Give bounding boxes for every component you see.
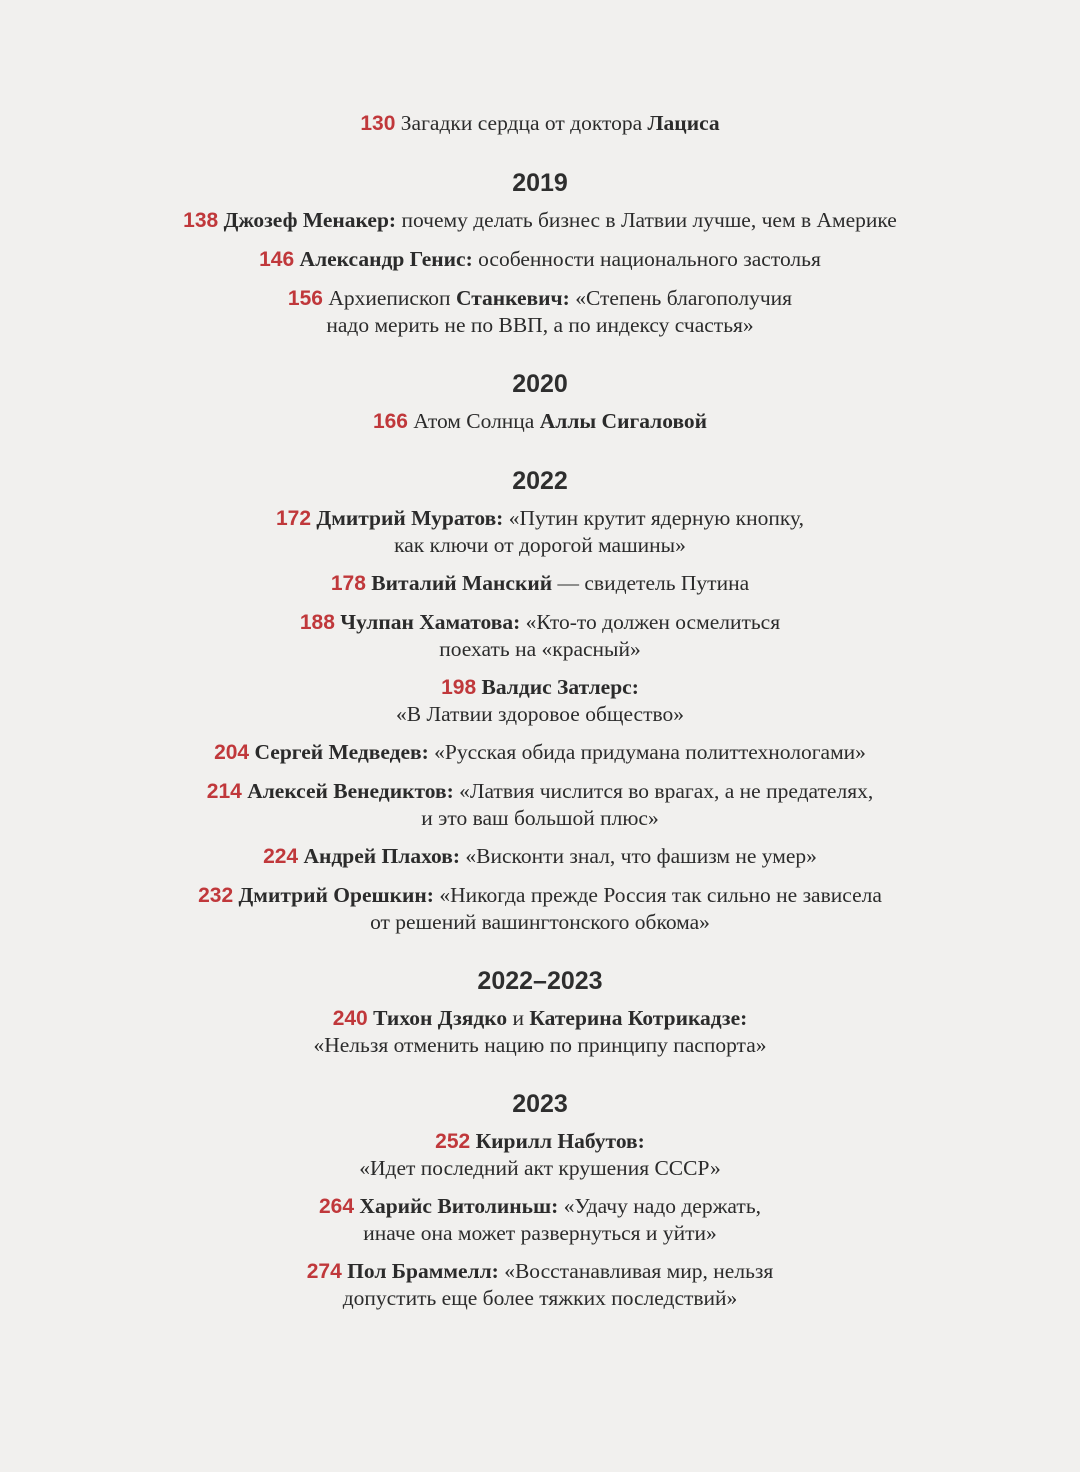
entry-line: [0, 532, 1080, 558]
entry-text: и это ваш большой плюс»: [421, 806, 659, 830]
entry-name: Харийс Витолиньш:: [359, 1194, 559, 1218]
toc-entry[interactable]: [0, 207, 1080, 234]
table-of-contents: [0, 110, 1080, 1323]
page-number: 214: [206, 780, 242, 803]
entry-name: Катерина Котрикадзе:: [529, 1006, 748, 1030]
entry-text: от решений вашингтонского обкома»: [370, 910, 710, 934]
entry-name: Валдис Затлерс:: [481, 675, 639, 699]
toc-entry[interactable]: [0, 739, 1080, 766]
entry-line: [0, 505, 1080, 532]
entry-text: допустить еще более тяжких последствий»: [342, 1286, 738, 1310]
entry-text: «Восстанавливая мир, нельзя: [498, 1259, 774, 1283]
entry-name: Алексей Венедиктов:: [247, 779, 454, 803]
entry-text: «В Латвии здоровое общество»: [396, 702, 684, 726]
entry-line: [0, 110, 1080, 137]
toc-entry[interactable]: [0, 674, 1080, 727]
section-year-heading: 2022: [512, 467, 568, 495]
entry-text: «Нельзя отменить нацию по принципу паспорта»: [313, 1033, 767, 1057]
entry-text: «Путин крутит ядерную кнопку,: [503, 506, 804, 530]
entry-line: [0, 1220, 1080, 1246]
entry-line: [0, 285, 1080, 312]
entry-text: Атом Солнца: [413, 409, 540, 433]
entry-line: [0, 609, 1080, 636]
section-year-heading: 2023: [512, 1090, 568, 1118]
entry-name: Пол Браммелл:: [347, 1259, 499, 1283]
toc-entry[interactable]: [0, 408, 1080, 435]
entry-line: [0, 909, 1080, 935]
entry-name: Сергей Медведев:: [254, 740, 429, 764]
entry-line: [0, 739, 1080, 766]
entry-name: Лациса: [647, 111, 720, 135]
page-number: 130: [360, 112, 396, 135]
page-number: 240: [332, 1007, 368, 1030]
entry-name: Чулпан Хаматова:: [340, 610, 521, 634]
page-number: 156: [287, 287, 323, 310]
toc-entry[interactable]: [0, 110, 1080, 137]
page-number: 274: [306, 1260, 342, 1283]
entry-line: [0, 778, 1080, 805]
toc-entry[interactable]: [0, 246, 1080, 273]
toc-entry[interactable]: [0, 843, 1080, 870]
entry-line: [0, 1193, 1080, 1220]
entry-text: поехать на «красный»: [439, 637, 641, 661]
entry-text: «Русская обида придумана политтехнологами»: [428, 740, 866, 764]
page-number: 138: [183, 209, 219, 232]
entry-text: Архиепископ: [328, 286, 456, 310]
entry-text: особенности национального застолья: [472, 247, 821, 271]
toc-entry[interactable]: [0, 609, 1080, 662]
toc-section: [0, 167, 1080, 338]
entry-text: «Идет последний акт крушения СССР»: [359, 1156, 721, 1180]
toc-section: [0, 1088, 1080, 1311]
entry-text: и: [507, 1006, 530, 1030]
entry-name: Дмитрий Орешкин:: [238, 883, 434, 907]
toc-entry[interactable]: [0, 505, 1080, 558]
page-number: 172: [275, 507, 312, 530]
page-number: 166: [372, 410, 408, 433]
entry-text: «Кто-то должен осмелиться: [520, 610, 781, 634]
entry-text: почему делать бизнес в Латвии лучше, чем в Америке: [396, 208, 897, 232]
toc-entry[interactable]: [0, 1128, 1080, 1181]
entry-line: [0, 408, 1080, 435]
page-number: 178: [330, 572, 366, 595]
toc-entry[interactable]: [0, 1258, 1080, 1311]
entry-name: Джозеф Менакер:: [223, 208, 397, 232]
entry-text: «Висконти знал, что фашизм не умер»: [460, 844, 817, 868]
toc-entry[interactable]: [0, 1193, 1080, 1246]
entry-line: [0, 1155, 1080, 1181]
entry-line: [0, 882, 1080, 909]
page-number: 146: [259, 248, 295, 271]
entry-line: [0, 636, 1080, 662]
entry-name: Андрей Плахов:: [303, 844, 461, 868]
section-year-heading: 2020: [512, 370, 568, 398]
page-number: 198: [441, 676, 477, 699]
page-number: 224: [263, 845, 299, 868]
entry-line: [0, 207, 1080, 234]
entry-line: [0, 701, 1080, 727]
entry-text: — свидетель Путина: [552, 571, 750, 595]
toc-section: [0, 465, 1080, 935]
toc-entry[interactable]: [0, 285, 1080, 338]
toc-section: [0, 965, 1080, 1058]
entry-name: Тихон Дзядко: [373, 1006, 508, 1030]
entry-text: иначе она может развернуться и уйти»: [363, 1221, 717, 1245]
entry-line: [0, 674, 1080, 701]
entry-line: [0, 570, 1080, 597]
entry-line: [0, 805, 1080, 831]
entry-name: Аллы Сигаловой: [539, 409, 708, 433]
entry-text: «Латвия числится во врагах, а не предателях,: [453, 779, 874, 803]
entry-line: [0, 1258, 1080, 1285]
toc-section: [0, 110, 1080, 137]
entry-text: как ключи от дорогой машины»: [394, 533, 686, 557]
page-number: 204: [214, 741, 250, 764]
entry-name: Виталий Манский: [371, 571, 553, 595]
entry-name: Александр Генис:: [299, 247, 473, 271]
toc-entry[interactable]: [0, 778, 1080, 831]
entry-name: Дмитрий Муратов:: [316, 506, 504, 530]
entry-text: «Степень благополучия: [569, 286, 793, 310]
entry-name: Станкевич:: [455, 286, 570, 310]
entry-line: [0, 312, 1080, 338]
entry-line: [0, 1128, 1080, 1155]
entry-text: «Никогда прежде Россия так сильно не зависела: [433, 883, 882, 907]
page-number: 232: [198, 884, 234, 907]
entry-line: [0, 843, 1080, 870]
toc-entry[interactable]: [0, 1005, 1080, 1058]
entry-text: «Удачу надо держать,: [558, 1194, 761, 1218]
entry-name: Кирилл Набутов:: [475, 1129, 645, 1153]
entry-line: [0, 1032, 1080, 1058]
page-number: 264: [319, 1195, 355, 1218]
entry-line: [0, 246, 1080, 273]
section-year-heading: 2022–2023: [477, 967, 603, 995]
page-number: 252: [435, 1130, 471, 1153]
entry-text: Загадки сердца от доктора: [400, 111, 648, 135]
toc-section: [0, 368, 1080, 435]
toc-entry[interactable]: [0, 882, 1080, 935]
entry-line: [0, 1005, 1080, 1032]
entry-text: надо мерить не по ВВП, а по индексу счастья»: [326, 313, 754, 337]
page-number: 188: [299, 611, 335, 634]
toc-entry[interactable]: [0, 570, 1080, 597]
section-year-heading: 2019: [512, 169, 568, 197]
entry-line: [0, 1285, 1080, 1311]
